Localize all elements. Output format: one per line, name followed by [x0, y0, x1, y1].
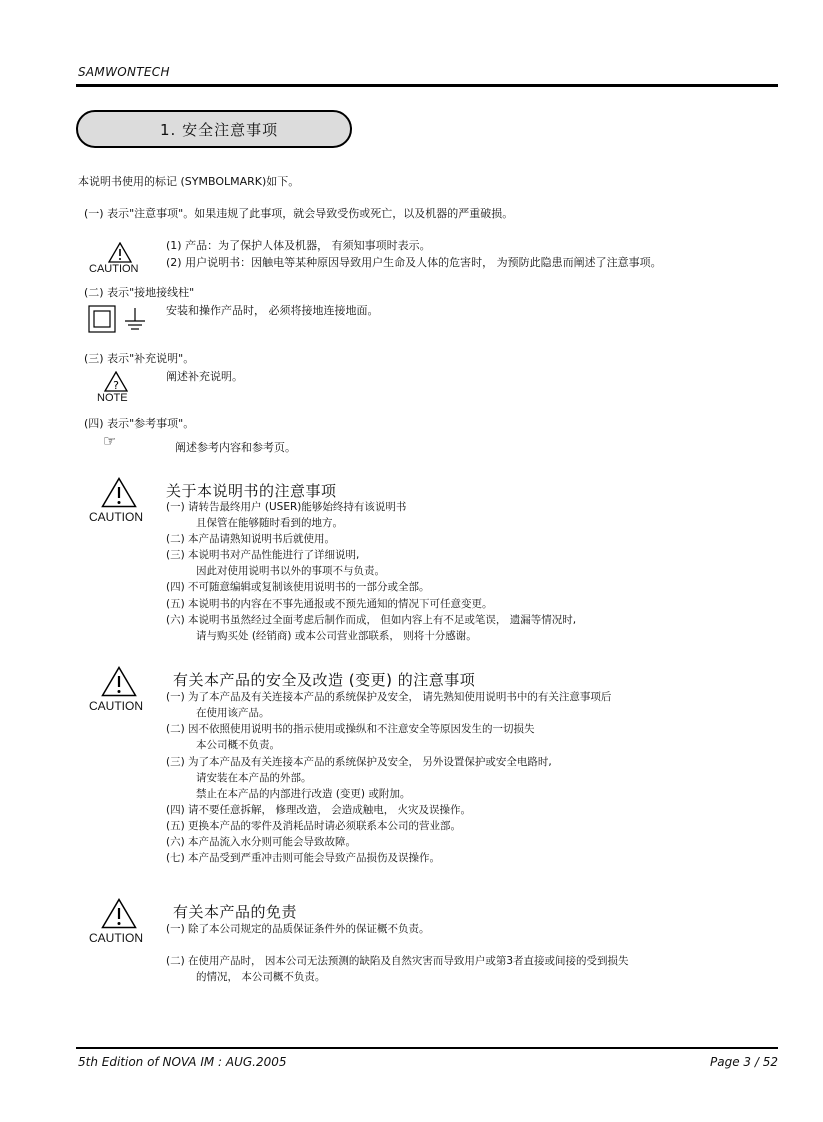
section-line: 请与购买处 (经销商) 或本公司营业部联系， 则将十分感谢。: [196, 630, 477, 642]
section-line: (四) 请不要任意拆解， 修理改造， 会造成触电， 火灾及误操作。: [166, 804, 472, 816]
caution-label: CAUTION: [89, 931, 143, 945]
section-line: (四) 不可随意编辑或复制该使用说明书的一部分或全部。: [166, 581, 430, 593]
mark4-title: (四) 表示"参考事项"。: [84, 417, 195, 430]
mark4-line: 阐述参考内容和参考页。: [175, 441, 296, 454]
page-number: Page 3 / 52: [710, 1055, 778, 1069]
section-line: (三) 本说明书对产品性能进行了详细说明,: [166, 549, 360, 561]
mark1-line: (1) 产品：为了保护人体及机器， 有须知事项时表示。: [166, 239, 431, 252]
svg-text:?: ?: [113, 379, 119, 392]
mark2-line: 安装和操作产品时， 必须将接地连接地面。: [166, 304, 379, 317]
section-heading: 有关本产品的免责: [173, 903, 298, 921]
note-label: NOTE: [97, 392, 128, 404]
section-line: (二) 因不依照使用说明书的指示使用或操纵和不注意安全等原因发生的一切损失: [166, 723, 535, 735]
section-line: (二) 在使用产品时， 因本公司无法预测的缺陷及自然灾害而导致用户或第3者直接或间接的受到损失: [166, 955, 629, 967]
ground-terminal-icon: [88, 305, 150, 333]
intro-text: 本说明书使用的标记 (SYMBOLMARK)如下。: [78, 175, 300, 188]
mark1-title: (一) 表示"注意事项"。如果违规了此事项，就会导致受伤或死亡，以及机器的严重破损。: [84, 207, 514, 220]
caution-label: CAUTION: [89, 263, 139, 275]
caution-triangle-icon: [101, 477, 137, 508]
section-line: 禁止在本产品的内部进行改造 (变更) 或附加。: [196, 788, 411, 800]
section-line: (三) 为了本产品及有关连接本产品的系统保护及安全， 另外设置保护或安全电路时,: [166, 756, 552, 768]
section-line: (一) 为了本产品及有关连接本产品的系统保护及安全， 请先熟知使用说明书中的有关注意事项后: [166, 691, 612, 703]
caution-triangle-icon: [101, 898, 137, 929]
pointing-hand-icon: ☞: [103, 432, 117, 450]
section-line: 本公司概不负责。: [196, 739, 280, 751]
mark3-title: (三) 表示"补充说明"。: [84, 352, 195, 365]
section-line: (六) 本产品流入水分则可能会导致故障。: [166, 836, 357, 848]
section-line: (七) 本产品受到严重冲击则可能会导致产品损伤及误操作。: [166, 852, 441, 864]
section-line: 在使用该产品。: [196, 707, 270, 719]
note-triangle-icon: [104, 371, 128, 392]
section-line: (五) 本说明书的内容在不事先通报或不预先通知的情况下可任意变更。: [166, 598, 493, 610]
caution-triangle-icon: [101, 666, 137, 697]
section-line: (一) 除了本公司规定的品质保证条件外的保证概不负责。: [166, 923, 430, 935]
section-heading: 关于本说明书的注意事项: [166, 482, 337, 500]
header-rule: [76, 84, 778, 87]
section-line: (六) 本说明书虽然经过全面考虑后制作而成， 但如内容上有不足或笔误， 遗漏等情况时,: [166, 614, 577, 626]
section-line: 因此对使用说明书以外的事项不与负责。: [196, 565, 385, 577]
footer-edition: 5th Edition of NOVA IM : AUG.2005: [78, 1055, 287, 1069]
section-line: (五) 更换本产品的零件及消耗品时请必须联系本公司的营业部。: [166, 820, 462, 832]
caution-label: CAUTION: [89, 699, 143, 713]
mark1-line: (2) 用户说明书：因触电等某种原因导致用户生命及人体的危害时， 为预防此隐患而阐述了注意事项。: [166, 256, 662, 269]
section-heading: 有关本产品的安全及改造 (变更) 的注意事项: [173, 671, 476, 689]
section-line: 请安装在本产品的外部。: [196, 772, 312, 784]
mark3-line: 阐述补充说明。: [166, 370, 243, 383]
section-line: 的情况， 本公司概不负责。: [196, 971, 326, 983]
page-title: 1. 安全注意事项: [160, 120, 279, 139]
caution-triangle-icon: [108, 242, 132, 263]
section-line: 且保管在能够随时看到的地方。: [196, 517, 343, 529]
section-line: (二) 本产品请熟知说明书后就使用。: [166, 533, 336, 545]
footer-rule: [76, 1047, 778, 1049]
section-title-pill: [76, 110, 352, 148]
header-brand: SAMWONTECH: [78, 65, 170, 79]
mark2-title: (二) 表示"接地接线柱": [84, 286, 195, 299]
caution-label: CAUTION: [89, 510, 143, 524]
section-line: (一) 请转告最终用户 (USER)能够始终持有该说明书: [166, 501, 407, 513]
